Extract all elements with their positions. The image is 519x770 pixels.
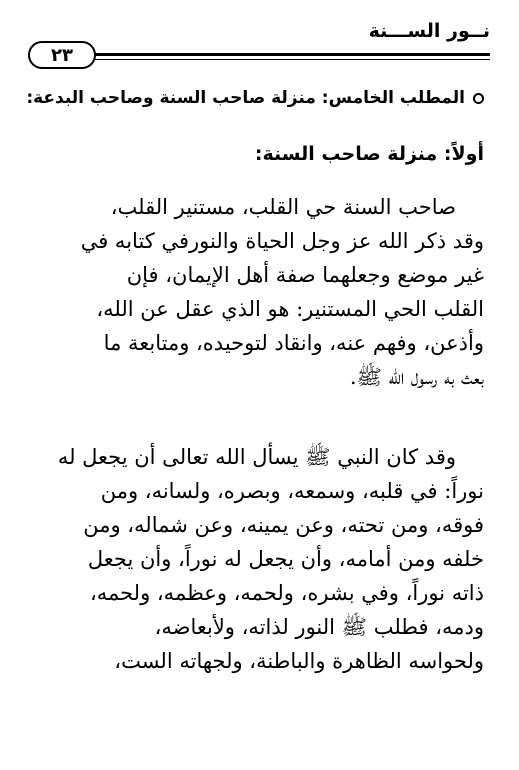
paragraph-line: نوراً: في قلبه، وسمعه، وبصره، ولسانه، ومن — [100, 479, 484, 503]
paragraph-line: صاحب السنة حي القلب، مستنير القلب، — [110, 195, 456, 219]
paragraph-line: القلب الحي المستنير: هو الذي عقل عن الله، — [96, 297, 484, 321]
page-header — [20, 18, 490, 66]
paragraph-1 — [34, 190, 484, 394]
running-title: نــور الســـنة — [368, 20, 490, 42]
header-rule-thick — [80, 53, 490, 56]
paragraph-line: خلفه ومن أمامه، وأن يجعل له نوراً، وأن يجعل — [87, 547, 484, 571]
paragraph-line: وقد ذكر الله عز وجل الحياة والنورفي كتابه في — [80, 229, 484, 253]
paragraph-line: ذاته نوراً، وفي بشره، ولحمه، وعظمه، ولحمه، — [89, 581, 484, 605]
paragraph-line: غير موضع وجعلهما صفة أهل الإيمان، فإن — [126, 263, 484, 287]
paragraph-line: وقد كان النبي ﷺ يسأل الله تعالى أن يجعل له — [57, 445, 456, 469]
paragraph-line: بعث به رسول الله ﷺ. — [349, 365, 484, 389]
section-heading — [26, 88, 484, 108]
paragraph-line: ولحواسه الظاهرة والباطنة، ولجهاته الست، — [114, 649, 484, 673]
page-number: ٢٣ — [28, 41, 96, 69]
bullet-circle-icon — [473, 93, 484, 104]
paragraph-line: فوقه، ومن تحته، وعن يمينه، وعن شماله، ومن — [83, 513, 484, 537]
subheading: أولاً: منزلة صاحب السنة: — [254, 143, 484, 165]
header-rule-thin — [80, 59, 490, 60]
paragraph-line: ودمه، فطلب ﷺ النور لذاته، ولأبعاضه، — [154, 615, 484, 639]
paragraph-2 — [34, 440, 484, 678]
section-heading-text: المطلب الخامس: منزلة صاحب السنة وصاحب البدعة: — [26, 88, 465, 108]
paragraph-line: وأذعن، وفهم عنه، وانقاد لتوحيده، ومتابعة ما — [103, 331, 484, 355]
